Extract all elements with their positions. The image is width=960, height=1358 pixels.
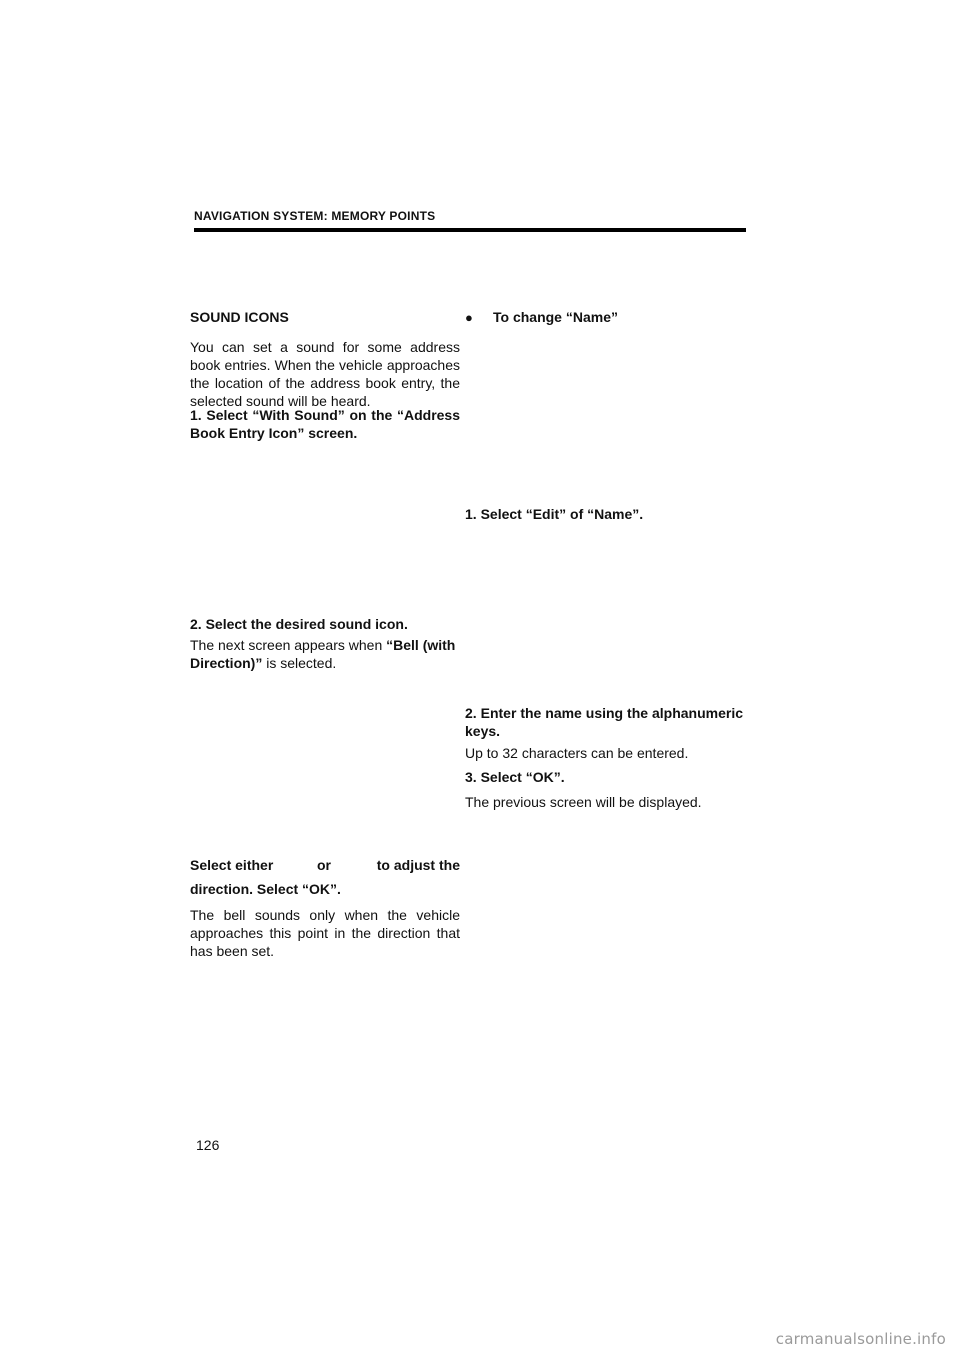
left-column: [190, 0, 462, 1358]
step-1-instruction: 1. Select “With Sound” on the “Address Book Entry Icon” screen.: [190, 407, 460, 441]
right-step-2: 2. Enter the name using the alphanumeric keys.: [465, 705, 743, 739]
right-step-3: 3. Select “OK”.: [465, 769, 565, 785]
step-2-note: [190, 636, 460, 672]
right-step-3-note: The previous screen will be displayed.: [465, 794, 702, 810]
change-name-title: To change “Name”: [493, 309, 618, 325]
step-2-note-pre: The next screen appears when: [190, 637, 387, 653]
page-header: NAVIGATION SYSTEM: MEMORY POINTS: [194, 209, 436, 223]
section-heading: SOUND ICONS: [190, 309, 289, 325]
adjust-text-b: or: [317, 857, 331, 873]
adjust-text-a: Select either: [190, 857, 274, 873]
right-step-2-note: Up to 32 characters can be entered.: [465, 745, 689, 761]
watermark: carmanualsonline.info: [775, 1330, 946, 1348]
right-step-1: 1. Select “Edit” of “Name”.: [465, 506, 644, 522]
step-2-note-post: is selected.: [262, 655, 337, 671]
page-number: 126: [196, 1137, 220, 1153]
intro-paragraph: You can set a sound for some address book entries. When the vehicle approaches the location of the address book entry, the selected sound will be heard.: [190, 339, 460, 409]
step-2-note-bold: “Bell (with Direction)”: [190, 637, 456, 671]
change-name-bullet: [465, 308, 740, 327]
adjust-direction-line-2: direction. Select “OK”.: [190, 881, 341, 897]
right-column: [465, 0, 743, 1358]
bell-note: The bell sounds only when the vehicle approaches this point in the direction that has been set.: [190, 907, 460, 959]
bullet-icon: ●: [465, 310, 473, 325]
step-2-instruction: 2. Select the desired sound icon.: [190, 616, 408, 632]
adjust-direction-line-1: [190, 856, 460, 874]
adjust-text-c: to adjust the: [376, 857, 460, 873]
